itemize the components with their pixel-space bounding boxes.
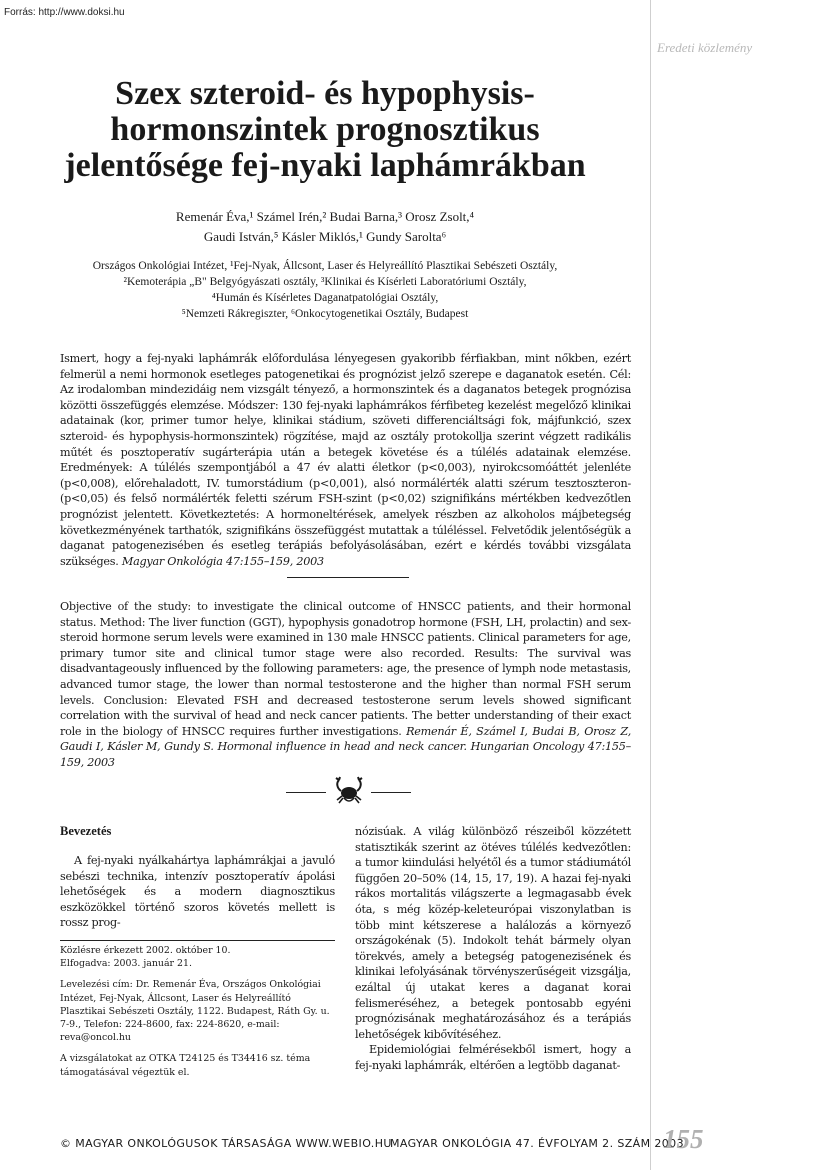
correspondence-note: Levelezési cím: Dr. Remenár Éva, Országos Onkológiai Intézet, Fej-Nyak, Állcsont, Laser és Helyreállító Plasztikai Sebészeti Osztály, 1122. Budapest, Ráth Gy. u. 7-9., Telefon: 224-8600, fax: 224-8620, e-mail: reva@oncol.hu [60, 979, 330, 1044]
funding-note: A vizsgálatokat az OTKA T24125 és T34416 sz. téma támogatásával végeztük el. [60, 1053, 311, 1078]
affiliation-line: ⁴Humán és Kísérletes Daganatpatológiai Osztály, [211, 292, 439, 304]
author-list [40, 207, 610, 247]
intro-right-column [355, 824, 631, 1074]
author-line: Gaudi István,⁵ Kásler Miklós,¹ Gundy Sarolta⁶ [203, 229, 447, 244]
intro-paragraph: Epidemiológiai felmérésekből ismert, hogy a fej-nyaki laphámrák, eltérően a legtöbb daganat- [355, 1043, 631, 1072]
section-ornament [286, 772, 411, 808]
affiliations [40, 258, 610, 322]
abstract-english [60, 599, 631, 771]
received-note [60, 944, 335, 970]
abstract-hungarian [60, 351, 631, 569]
page-number: 155 [663, 1124, 704, 1154]
abstract-en-text: Objective of the study: to investigate the clinical outcome of HNSCC patients, and their hormonal status. Method: The liver function (GGT), hypophysis gonadotrop hormone (FSH, LH, prolactin) and sex-steroid hormone serum levels were examined in 130 male HNSCC patients. Clinical parameters for age, primary tumor site and clinical tumor stage were also recorded. Results: The survival was disadvantageously influenced by the following parameters: age, the presence of lymph node metastasis, advanced tumor stage, the lower than normal testosterone and the higher than normal FSH serum levels. Conclusion: Elevated FSH and decreased testosterone serum levels showed significant correlation with the survival of head and neck cancer patients. The better understanding of their exact role in the biology of HNSCC requires further investigations. [60, 600, 631, 738]
abstract-en-citation: Remenár É, Számel I, Budai B, Orosz Z, Gaudi I, Kásler M, Gundy S. Hormonal influence in head and neck cancer. Hungarian Oncology 47:155–159, 2003 [60, 724, 631, 769]
title-line: hormonszintek prognosztikus [110, 111, 540, 148]
margin-rule [650, 0, 651, 1170]
intro-paragraph: A fej-nyaki nyálkahártya laphámrákjai a javuló sebészi technika, intenzív posztoperatív ápolási lehetőségek és a modern diagnosztikus eszközökkel történő szoros követés mellett is rossz prog- [60, 854, 335, 930]
intro-heading: Bevezetés [60, 824, 112, 838]
title-line: jelentősége fej-nyaki laphámrákban [64, 147, 586, 184]
footer-publisher: © MAGYAR ONKOLÓGUSOK TÁRSASÁGA WWW.WEBIO.HU [60, 1137, 392, 1150]
affiliation-line: Országos Onkológiai Intézet, ¹Fej-Nyak, Állcsont, Laser és Helyreállító Plasztikai Sebészeti Osztály, [92, 260, 558, 272]
abstract-divider [287, 577, 409, 578]
abstract-hu-citation: Magyar Onkológia 47:155–159, 2003 [121, 554, 324, 568]
affiliation-line: ⁵Nemzeti Rákregiszter, ⁶Onkocytogenetikai Osztály, Budapest [181, 308, 469, 320]
received-date: Közlésre érkezett 2002. október 10. [60, 945, 231, 956]
ornament-line-left [286, 792, 326, 793]
footer-journal: MAGYAR ONKOLÓGIA 47. ÉVFOLYAM 2. SZÁM 2003 [390, 1137, 684, 1150]
author-line: Remenár Éva,¹ Számel Irén,² Budai Barna,³ Orosz Zsolt,⁴ [175, 209, 475, 224]
article-notes [60, 940, 335, 1087]
intro-left-column [60, 824, 335, 931]
intro-paragraph: nózisúak. A világ különböző részeiből közzétett statisztikák szerint az ötéves túlélés kedvezőtlen: a tumor kiindulási helyétől és a tumor stádiumától függően 20–50% (14, 15, 17, 19). A hazai fej-nyaki rákos mortalitás világszerte a legmagasabb évek óta, s még közép-keleteurópai viszonylatban is több mint kétszerese a halálozás a környező országokénak (5). Indokolt tehát bármely olyan törekvés, amely a betegség patogenezisének és klinikai lefolyásának törvényszerűségeit vizsgálja, ezáltal új utakat keres a daganat korai felismeréséhez, a betegek pontosabb egyéni prognózisának meghatározásához és a terápiás lehetőségek kibővítéséhez. [355, 825, 631, 1041]
section-label: Eredeti közlemény [657, 40, 753, 55]
source-label: Forrás: http://www.doksi.hu [0, 6, 129, 19]
abstract-hu-text: Ismert, hogy a fej-nyaki laphámrák előfordulása lényegesen gyakoribb férfiakban, mint nőkben, ezért felmerül a nemi hormonok esetleges patogenetikai és prognózist jelző szerepe e daganatok esetén. Cél: Az irodalomban mindezidáig nem vizsgált tényező, a hormonszintek és a daganatos betegek prognózisa közötti összefüggés elemzése. Módszer: 130 fej-nyaki laphámrákos férfibeteg kezelést megelőző klinikai adatainak (kor, primer tumor helye, klinikai stádium, szöveti differenciáltsági fok, májfunkció, szex szteroid- és hypophysis-hormonszintek) rögzítése, majd az osztály protokollja szerint végzett radikális műtét és posztoperatív sugárterápia után a betegek követése és a túlélés adatainak elemzése. Eredmények: A túlélés szempontjából a 47 év alatti életkor (p<0,003), nyirokcsomóáttét jelenléte (p<0,008), előrehaladott, IV. tumorstádium (p<0,001), alsó normálérték alatti szérum tesztoszteron- (p<0,05) és felső normálérték feletti szérum FSH-szint (p<0,02) szignifikáns mértékben kedvezőtlen prognózist jelentett. Következtetés: A hormoneltérések, amelyek részben az alkoholos májbetegség következményének tarthatók, szignifikáns összefüggést mutattak a túléléssel. Felvetődik jelentőségük a daganat patogenezisében és esetleg terápiás befolyásolásában, ezért e kérdés további vizsgálata szükséges. [60, 352, 631, 568]
ornament-line-right [371, 792, 411, 793]
title-line: Szex szteroid- és hypophysis- [115, 75, 535, 112]
article-title [40, 76, 610, 184]
accepted-date: Elfogadva: 2003. január 21. [60, 958, 192, 970]
affiliation-line: ²Kemoterápia „B" Belgyógyászati osztály, ³Klinikai és Kísérleti Laboratóriumi Osztály, [123, 276, 527, 288]
crab-icon [332, 774, 366, 808]
